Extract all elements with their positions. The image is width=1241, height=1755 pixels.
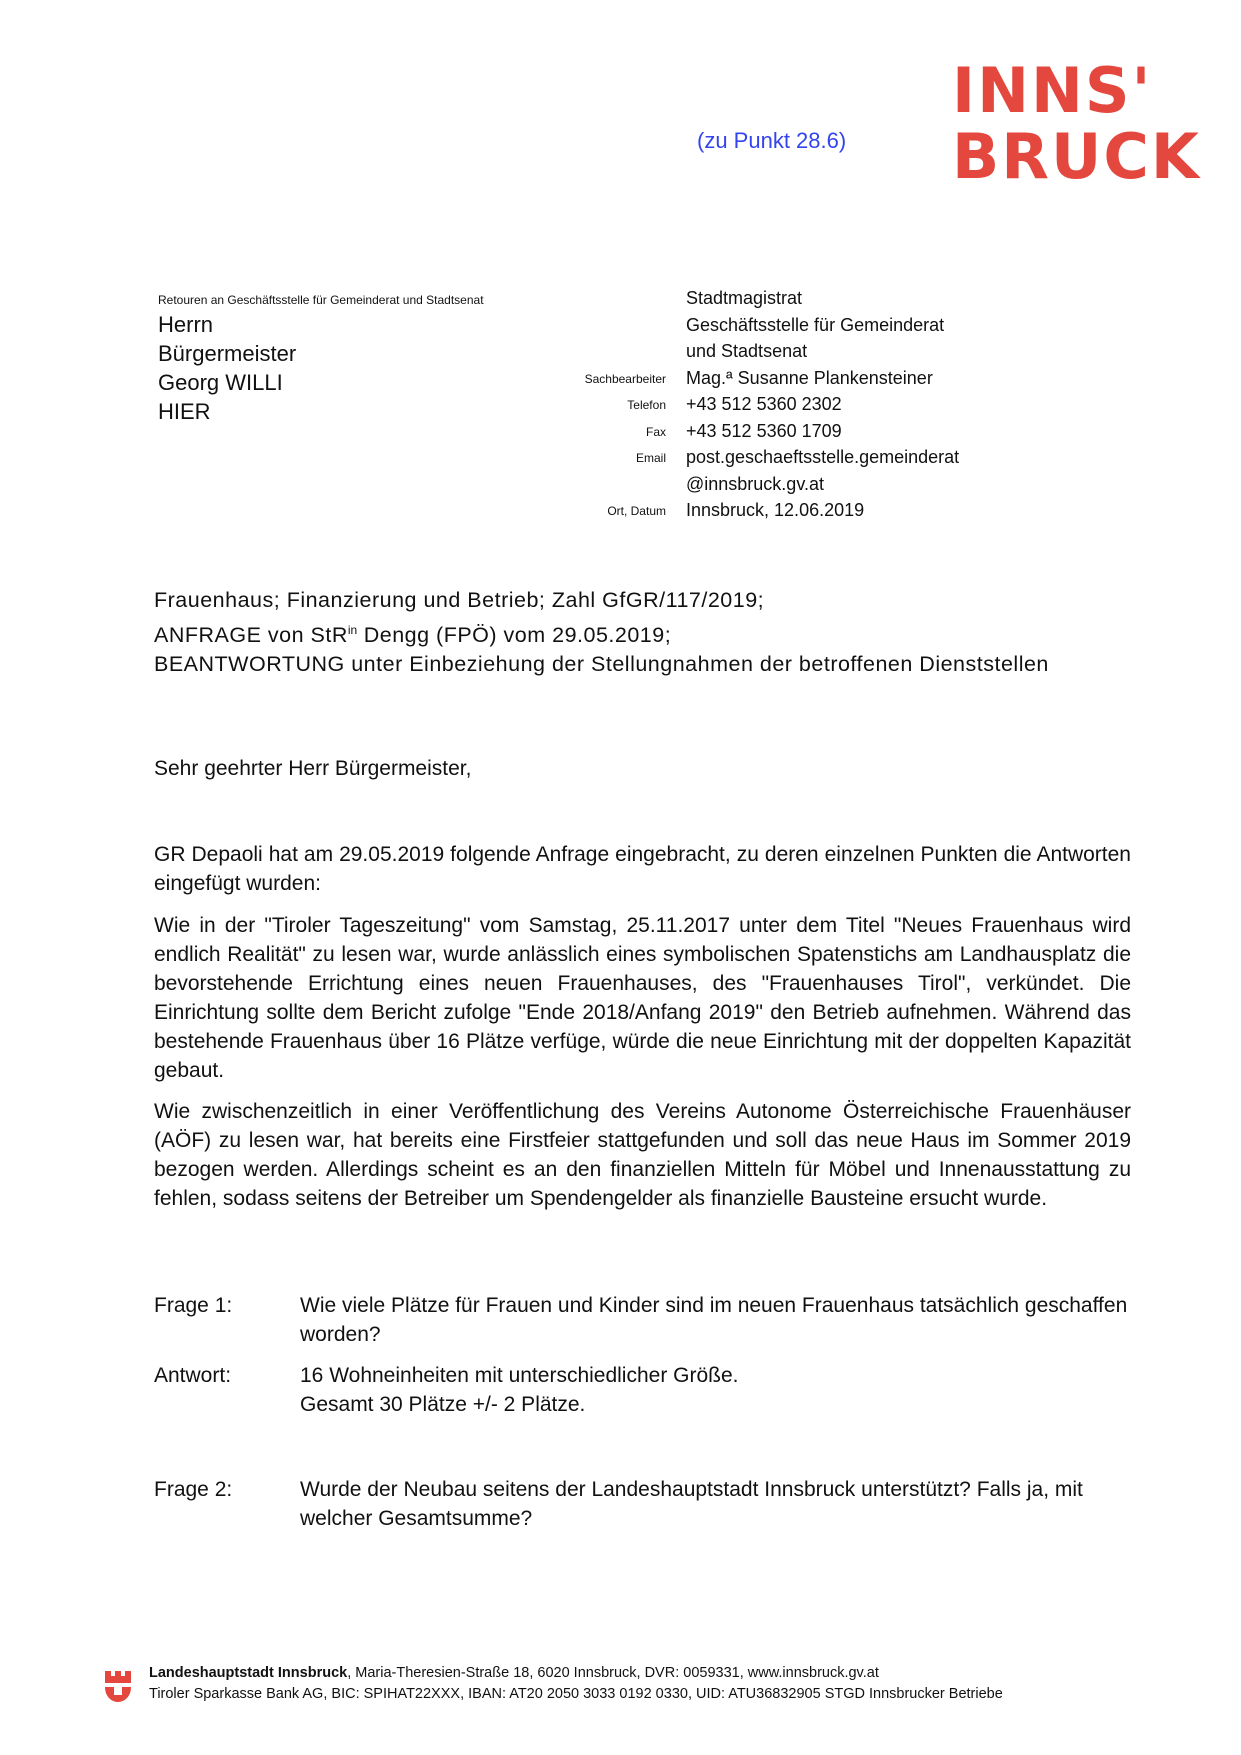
ort-datum-row xyxy=(607,497,959,524)
email-value-cont: @innsbruck.gv.at xyxy=(686,473,824,494)
subject-line-2b: Dengg (FPÖ) vom 29.05.2019; xyxy=(357,622,672,647)
sender-line: und Stadtsenat xyxy=(686,341,808,361)
question-2 xyxy=(154,1475,1131,1533)
subject-line-2a: ANFRAGE von StR xyxy=(154,622,348,647)
subject xyxy=(154,586,1049,680)
telefon-row xyxy=(627,391,959,418)
fax-label: Fax xyxy=(645,424,666,439)
subject-superscript: in xyxy=(347,622,358,637)
reference-note: (zu Punkt 28.6) xyxy=(697,128,847,153)
ort-datum-label: Ort, Datum xyxy=(607,504,666,518)
answer-1-text xyxy=(300,1361,1131,1419)
return-note: Retouren an Geschäftsstelle für Gemeinderat und Stadtsenat xyxy=(158,293,484,307)
answer-1 xyxy=(154,1361,1131,1419)
question-1-text: Wie viele Plätze für Frauen und Kinder sind im neuen Frauenhaus tatsächlich geschaffen worden? xyxy=(300,1294,1128,1346)
sachbearbeiter-label: Sachbearbeiter xyxy=(584,371,666,386)
logo-line-1: INNS' xyxy=(952,54,1153,127)
recipient-line: Herrn xyxy=(158,312,214,337)
telefon-label: Telefon xyxy=(627,398,666,412)
email-value: post.geschaeftsstelle.gemeinderat xyxy=(686,447,960,467)
city-emblem-icon xyxy=(103,1669,133,1705)
answer-1-line-2: Gesamt 30 Plätze +/- 2 Plätze. xyxy=(300,1393,586,1416)
logo-line-2: BRUCK xyxy=(952,120,1201,193)
question-2-label: Frage 2: xyxy=(154,1478,233,1501)
subject-line-1: Frauenhaus; Finanzierung und Betrieb; Zahl GfGR/117/2019; xyxy=(154,588,765,612)
paragraph-2: Wie in der "Tiroler Tageszeitung" vom Samstag, 25.11.2017 unter dem Titel "Neues Frauenhaus wird endlich Realität" zu lesen war, wurde anlässlich eines symbolischen Spatenstichs am Landhausplatz die bevorstehende Errichtung eines neuen Frauenhauses, des "Frauenhauses Tirol", verkündet. Die Einrichtung sollte dem Bericht zufolge "Ende 2018/Anfang 2019" den Betrieb aufnehmen. Während das bestehende Frauenhaus über 16 Plätze verfüge, würde die neue Einrichtung mit der doppelten Kapazität gebaut. xyxy=(154,914,1131,1082)
recipient-line: HIER xyxy=(158,399,211,424)
email-label: Email xyxy=(635,451,666,465)
question-2-text: Wurde der Neubau seitens der Landeshauptstadt Innsbruck unterstützt? Falls ja, mit welcher Gesamtsumme? xyxy=(300,1478,1083,1530)
answer-1-label: Antwort: xyxy=(154,1364,232,1387)
sachbearbeiter-value: Mag.ª Susanne Plankensteiner xyxy=(686,367,933,388)
answer-1-line-1: 16 Wohneinheiten mit unterschiedlicher Größe. xyxy=(300,1364,739,1387)
greeting: Sehr geehrter Herr Bürgermeister, xyxy=(154,757,472,780)
recipient-line: Georg WILLI xyxy=(158,370,283,395)
telefon-value: +43 512 5360 2302 xyxy=(686,394,842,414)
sender-line: Stadtmagistrat xyxy=(686,288,803,308)
footer-city-name: Landeshauptstadt Innsbruck xyxy=(149,1665,348,1681)
innsbruck-logo xyxy=(952,54,1201,193)
ort-datum-value: Innsbruck, 12.06.2019 xyxy=(686,500,865,520)
sender-block xyxy=(584,285,960,524)
footer-text xyxy=(149,1663,1003,1705)
sachbearbeiter-row xyxy=(584,365,959,392)
footer-line-2: Tiroler Sparkasse Bank AG, BIC: SPIHAT22XXX, IBAN: AT20 2050 3033 0192 0330, UID: ATU36832905 STGD Innsbrucker Betriebe xyxy=(149,1686,1003,1702)
recipient-address xyxy=(158,310,296,426)
subject-line-3: BEANTWORTUNG unter Einbeziehung der Stellungnahmen der betroffenen Dienststellen xyxy=(154,652,1049,676)
email-row xyxy=(635,444,960,471)
question-1 xyxy=(154,1291,1131,1349)
fax-value: +43 512 5360 1709 xyxy=(686,420,842,441)
question-1-label: Frage 1: xyxy=(154,1294,233,1317)
paragraph-3: Wie zwischenzeitlich in einer Veröffentlichung des Vereins Autonome Österreichische Frauenhäuser (AÖF) zu lesen war, hat bereits eine Firstfeier stattgefunden und soll das neue Haus im Sommer 2019 bezogen werden. Allerdings scheint es an den finanziellen Mitteln für Möbel und Innenausstattung zu fehlen, sodass seitens der Betreiber um Spendengelder als finanzielle Bausteine ersucht wurde. xyxy=(154,1100,1131,1210)
paragraph-1: GR Depaoli hat am 29.05.2019 folgende Anfrage eingebracht, zu deren einzelnen Punkten die Antworten eingefügt wurden: xyxy=(154,843,1131,895)
footer-line-1 xyxy=(149,1663,1003,1684)
subject-line-2 xyxy=(154,616,1049,651)
recipient-line: Bürgermeister xyxy=(158,341,297,366)
fax-row xyxy=(645,418,959,445)
footer-address: , Maria-Theresien-Straße 18, 6020 Innsbruck, DVR: 0059331, www.innsbruck.gv.at xyxy=(347,1665,879,1681)
sender-line: Geschäftsstelle für Gemeinderat xyxy=(686,314,945,335)
